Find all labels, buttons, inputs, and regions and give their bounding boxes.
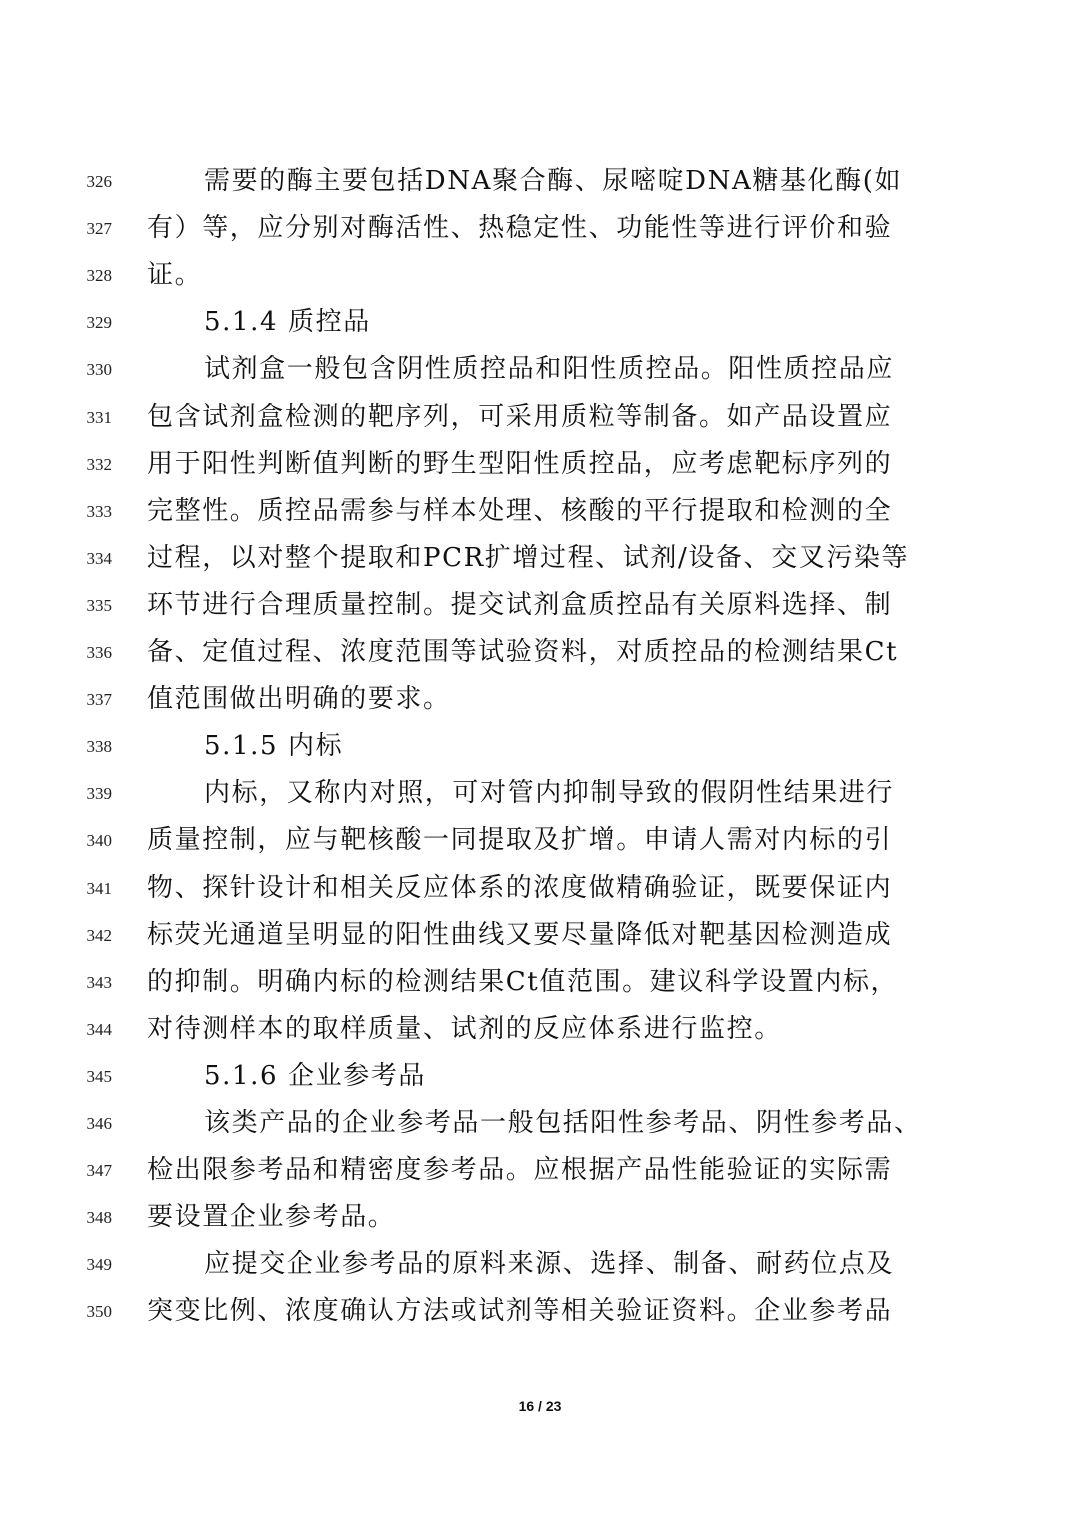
- line-text: 检出限参考品和精密度参考品。应根据产品性能验证的实际需: [147, 1155, 893, 1186]
- line-text: 质量控制，应与靶核酸一同提取及扩增。申请人需对内标的引: [147, 825, 893, 856]
- line-number: 338: [86, 737, 112, 757]
- text-line: [0, 1147, 1080, 1194]
- text-line: [0, 1053, 1080, 1100]
- text-line: [0, 158, 1080, 205]
- line-text: 5.1.5 内标: [204, 731, 344, 762]
- line-number: 329: [86, 313, 112, 333]
- line-text: 5.1.4 质控品: [204, 307, 371, 338]
- line-text: 标荧光通道呈明显的阳性曲线又要尽量降低对靶基因检测造成: [147, 919, 893, 950]
- text-line: [0, 1006, 1080, 1053]
- text-line: [0, 629, 1080, 676]
- text-line: [0, 912, 1080, 959]
- text-line: [0, 535, 1080, 582]
- line-number: 339: [86, 784, 112, 804]
- line-number: 348: [86, 1208, 112, 1228]
- text-line: [0, 252, 1080, 299]
- text-line: [0, 1241, 1080, 1288]
- line-text: 过程，以对整个提取和PCR扩增过程、试剂/设备、交叉污染等: [147, 542, 910, 573]
- line-number: 327: [86, 219, 112, 239]
- text-line: [0, 205, 1080, 252]
- line-number: 343: [86, 972, 112, 992]
- text-line: [0, 959, 1080, 1006]
- line-number: 341: [86, 878, 112, 898]
- line-number: 340: [86, 831, 112, 851]
- line-number: 342: [86, 925, 112, 945]
- line-number: 346: [86, 1114, 112, 1133]
- text-line: [0, 488, 1080, 535]
- line-text: 包含试剂盒检测的靶序列，可采用质粒等制备。如产品设置应: [147, 401, 893, 432]
- line-text: 5.1.6 企业参考品: [204, 1060, 427, 1091]
- line-number: 333: [86, 501, 112, 521]
- line-number: 349: [86, 1255, 112, 1275]
- text-line: [0, 723, 1080, 770]
- line-text: 物、探针设计和相关反应体系的浓度做精确验证，既要保证内: [147, 872, 893, 903]
- line-text: 要设置企业参考品。: [147, 1202, 396, 1233]
- line-text: 有）等，应分别对酶活性、热稳定性、功能性等进行评价和验: [147, 213, 893, 244]
- line-number: 326: [86, 172, 112, 191]
- line-text: 该类产品的企业参考品一般包括阳性参考品、阴性参考品、: [204, 1108, 922, 1138]
- line-number: 334: [86, 548, 112, 568]
- text-line: [0, 441, 1080, 488]
- text-line: [0, 817, 1080, 864]
- line-text: 的抑制。明确内标的检测结果Ct值范围。建议科学设置内标，: [147, 966, 899, 997]
- line-text: 对待测样本的取样质量、试剂的反应体系进行监控。: [147, 1013, 782, 1044]
- line-text: 应提交企业参考品的原料来源、选择、制备、耐药位点及: [204, 1249, 895, 1280]
- line-text: 用于阳性判断值判断的野生型阳性质控品，应考虑靶标序列的: [147, 448, 893, 479]
- line-text: 证。: [147, 260, 203, 291]
- line-text: 值范围做出明确的要求。: [147, 684, 451, 715]
- text-line: [0, 299, 1080, 346]
- line-text: 突变比例、浓度确认方法或试剂等相关验证资料。企业参考品: [147, 1296, 893, 1327]
- line-number: 332: [86, 454, 112, 474]
- line-number: 330: [86, 360, 112, 380]
- text-line: [0, 1100, 1080, 1147]
- line-text: 环节进行合理质量控制。提交试剂盒质控品有关原料选择、制: [147, 589, 893, 620]
- text-line: [0, 394, 1080, 441]
- line-number: 345: [86, 1066, 112, 1086]
- line-number: 328: [86, 266, 112, 286]
- text-line: [0, 1288, 1080, 1335]
- text-line: [0, 346, 1080, 393]
- line-number: 344: [86, 1019, 112, 1039]
- page-number: 16 / 23: [518, 1398, 562, 1414]
- text-line: [0, 865, 1080, 912]
- line-text: 完整性。质控品需参与样本处理、核酸的平行提取和检测的全: [147, 495, 893, 526]
- line-number: 331: [86, 407, 112, 427]
- line-number: 347: [86, 1161, 112, 1181]
- text-line: [0, 582, 1080, 629]
- line-number: 350: [86, 1302, 112, 1322]
- line-number: 335: [86, 595, 112, 615]
- text-line: [0, 770, 1080, 817]
- text-line: [0, 676, 1080, 723]
- line-text: 内标，又称内对照，可对管内抑制导致的假阴性结果进行: [204, 778, 895, 809]
- line-text: 需要的酶主要包括DNA聚合酶、尿嘧啶DNA糖基化酶(如: [204, 166, 903, 196]
- line-number: 337: [86, 690, 112, 710]
- line-text: 备、定值过程、浓度范围等试验资料，对质控品的检测结果Ct: [147, 637, 899, 667]
- line-text: 试剂盒一般包含阴性质控品和阳性质控品。阳性质控品应: [204, 354, 895, 385]
- line-number: 336: [86, 643, 112, 662]
- text-line: [0, 1194, 1080, 1241]
